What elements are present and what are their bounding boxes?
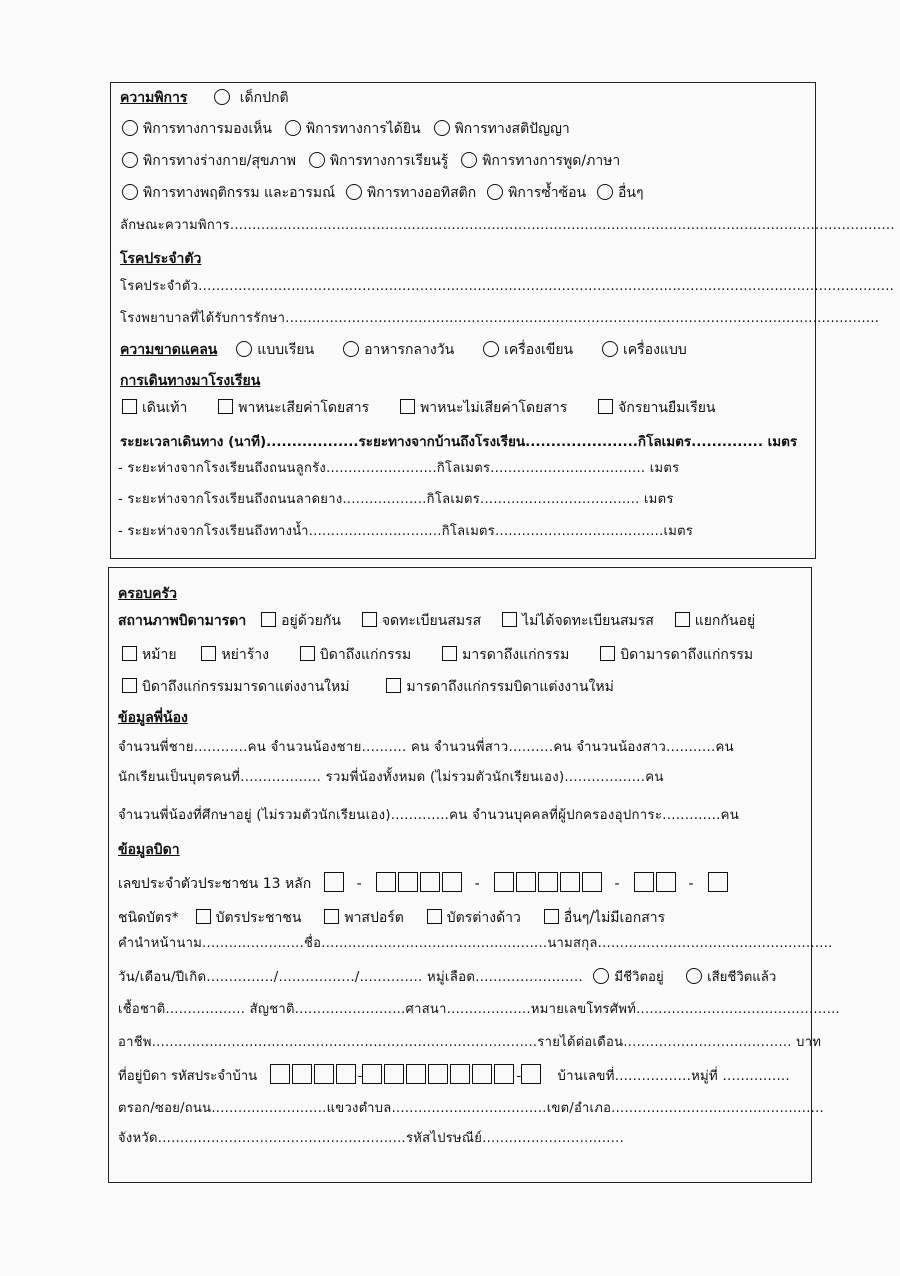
card-type-label: ชนิดบัตร* xyxy=(118,910,179,926)
checkbox-mother-deceased-father-remarried[interactable] xyxy=(386,678,401,693)
parent-status-label: สถานภาพบิดามารดา xyxy=(118,613,247,629)
option-label: พิการทางการได้ยิน xyxy=(305,121,421,137)
option-label: พิการทางการพูด/ภาษา xyxy=(482,153,621,169)
id-digit-box[interactable] xyxy=(582,872,602,892)
radio-autism[interactable] xyxy=(346,184,362,200)
siblings-heading: ข้อมูลพี่น้อง xyxy=(118,710,188,726)
id-digit-box[interactable] xyxy=(634,872,654,892)
option-label: พิการทางสติปัญญา xyxy=(454,121,570,137)
option-label: บัตรประชาชน xyxy=(215,910,302,926)
house-code-box[interactable] xyxy=(384,1064,404,1084)
id-digit-box[interactable] xyxy=(442,872,462,892)
checkbox-bicycle[interactable] xyxy=(598,399,613,414)
parent-status-row-2 xyxy=(122,645,753,665)
house-number-field[interactable]: บ้านเลขที่.................หมู่ที่ ............... xyxy=(557,1069,790,1084)
option-label: มีชีวิตอยู่ xyxy=(614,970,664,985)
family-heading: ครอบครัว xyxy=(118,586,177,602)
id-digit-box[interactable] xyxy=(516,872,536,892)
checkbox-passport[interactable] xyxy=(324,909,339,924)
id-digit-box[interactable] xyxy=(560,872,580,892)
checkbox-free-vehicle[interactable] xyxy=(400,399,415,414)
radio-intellectual[interactable] xyxy=(434,120,450,136)
option-label: พิการทางร่างกาย/สุขภาพ xyxy=(143,153,296,169)
radio-textbook[interactable] xyxy=(236,341,252,357)
checkbox-not-registered[interactable] xyxy=(502,612,517,627)
option-label: หย่าร้าง xyxy=(221,647,269,663)
father-address-row: ที่อยู่บิดา รหัสประจำบ้าน - - บ้านเลขที่.................หมู่ที่ ............... xyxy=(118,1064,790,1087)
radio-physical[interactable] xyxy=(122,152,138,168)
disability-row-2 xyxy=(122,151,620,171)
checkbox-widowed[interactable] xyxy=(122,646,137,661)
id-digit-box[interactable] xyxy=(708,872,728,892)
address-label: ที่อยู่บิดา รหัสประจำบ้าน xyxy=(118,1069,258,1084)
house-code-box[interactable] xyxy=(362,1064,382,1084)
distance-water-field[interactable]: - ระยะห่างจากโรงเรียนถึงทางน้ำ..............................กิโลเมตร......................................เมตร xyxy=(118,524,694,539)
father-job-income-field[interactable]: อาชีพ.......................................................................................รายได้ต่อเดือน...................................... บาท xyxy=(118,1035,822,1050)
house-code-box[interactable] xyxy=(472,1064,492,1084)
id-digit-box[interactable] xyxy=(420,872,440,892)
checkbox-both-deceased[interactable] xyxy=(600,646,615,661)
option-label: อาหารกลางวัน xyxy=(364,342,455,358)
parent-status-row-1 xyxy=(118,611,755,631)
option-label: พาหนะเสียค่าโดยสาร xyxy=(238,400,370,416)
distance-paved-field[interactable]: - ระยะห่างจากโรงเรียนถึงถนนลาดยาง...................กิโลเมตร.................................... เมตร xyxy=(118,492,674,507)
house-code-box[interactable] xyxy=(292,1064,312,1084)
house-code-box[interactable] xyxy=(450,1064,470,1084)
checkbox-mother-deceased[interactable] xyxy=(442,646,457,661)
travel-heading: การเดินทางมาโรงเรียน xyxy=(120,373,261,389)
id-digit-box[interactable] xyxy=(324,872,344,892)
father-birth-row xyxy=(118,968,776,988)
father-race-phone-field[interactable]: เชื้อชาติ.................. สัญชาติ.........................ศาสนา...................หมายเลขโทรศัพท์.............................................. xyxy=(118,1002,840,1017)
disability-row-0 xyxy=(120,88,289,108)
option-label: บิดามารดาถึงแก่กรรม xyxy=(620,647,754,663)
option-label: หม้าย xyxy=(142,647,177,663)
checkbox-separated[interactable] xyxy=(675,612,690,627)
option-label: อื่นๆ/ไม่มีเอกสาร xyxy=(563,910,666,926)
radio-speech[interactable] xyxy=(461,152,477,168)
disability-heading: ความพิการ xyxy=(120,90,188,106)
option-label: จดทะเบียนสมรส xyxy=(381,613,482,629)
option-label: ไม่ได้จดทะเบียนสมรส xyxy=(522,613,654,629)
radio-learning[interactable] xyxy=(309,152,325,168)
radio-lunch[interactable] xyxy=(343,341,359,357)
disease-field[interactable]: โรคประจำตัว............................................................................................................................................................. xyxy=(120,279,895,294)
option-label: เครื่องเขียน xyxy=(504,342,574,358)
shortage-row xyxy=(120,340,687,360)
option-label: มารดาถึงแก่กรรมบิดาแต่งงานใหม่ xyxy=(406,679,614,695)
id-label: เลขประจำตัวประชาชน 13 หลัก xyxy=(118,876,312,892)
option-label: พิการทางพฤติกรรม และอารมณ์ xyxy=(143,185,336,201)
radio-uniform[interactable] xyxy=(602,341,618,357)
radio-visual[interactable] xyxy=(122,120,138,136)
checkbox-registered[interactable] xyxy=(362,612,377,627)
siblings-studying-field[interactable]: จำนวนพี่น้องที่ศึกษาอยู่ (ไม่รวมตัวนักเรียนเอง).............คน จำนวนบุคคลที่ผู้ปกครองอุปการะ.............คน xyxy=(118,808,740,823)
house-code-box[interactable] xyxy=(314,1064,334,1084)
checkbox-id-card[interactable] xyxy=(196,909,211,924)
house-code-box[interactable] xyxy=(406,1064,426,1084)
father-id-row: เลขประจำตัวประชาชน 13 หลัก - - - - xyxy=(118,872,730,894)
checkbox-other-document[interactable] xyxy=(544,909,559,924)
checkbox-father-deceased-mother-remarried[interactable] xyxy=(122,678,137,693)
option-label: พาสปอร์ต xyxy=(344,910,404,926)
option-label: เดินเท้า xyxy=(142,400,188,416)
disability-row-3 xyxy=(122,183,643,203)
disease-heading: โรคประจำตัว xyxy=(120,251,202,267)
house-code-box[interactable] xyxy=(270,1064,290,1084)
option-label: บัตรต่างด้าว xyxy=(446,910,521,926)
travel-options-row xyxy=(122,398,716,418)
father-province-field[interactable]: จังหวัด........................................................รหัสไปรษณีย์................................ xyxy=(118,1131,625,1146)
birth-blood-field[interactable]: วัน/เดือน/ปีเกิด.............../................./.............. หมู่เลือด........................ xyxy=(118,970,584,985)
house-code-box[interactable] xyxy=(428,1064,448,1084)
option-label: เครื่องแบบ xyxy=(623,342,687,358)
checkbox-paid-vehicle[interactable] xyxy=(218,399,233,414)
option-label: พิการทางการมองเห็น xyxy=(143,121,272,137)
option-label: พิการทางออทิสติก xyxy=(367,185,477,201)
radio-normal[interactable] xyxy=(214,89,230,105)
checkbox-together[interactable] xyxy=(261,612,276,627)
travel-time-distance-field[interactable]: ระยะเวลาเดินทาง (นาที)..................ระยะทางจากบ้านถึงโรงเรียน......................กิโลเมตร.............. เมตร xyxy=(120,434,798,450)
option-label: บิดาถึงแก่กรรมมารดาแต่งงานใหม่ xyxy=(142,679,350,695)
checkbox-walk[interactable] xyxy=(122,399,137,414)
father-street-field[interactable]: ตรอก/ซอย/ถนน..........................แขวงตำบล...................................เขต/อำเภอ................................................ xyxy=(118,1101,824,1116)
checkbox-father-deceased[interactable] xyxy=(300,646,315,661)
id-digit-box[interactable] xyxy=(376,872,396,892)
option-label: เด็กปกติ xyxy=(239,90,289,106)
id-digit-box[interactable] xyxy=(656,872,676,892)
option-label: พาหนะไม่เสียค่าโดยสาร xyxy=(420,400,568,416)
option-label: พิการซ้ำซ้อน xyxy=(508,185,587,201)
option-label: แบบเรียน xyxy=(257,342,315,358)
id-digit-box[interactable] xyxy=(494,872,514,892)
child-order-field[interactable]: นักเรียนเป็นบุตรคนที่.................. รวมพี่น้องทั้งหมด (ไม่รวมตัวนักเรียนเอง)..................คน xyxy=(118,770,664,785)
card-type-row xyxy=(118,908,665,928)
disability-characteristics-field[interactable]: ลักษณะความพิการ...................................................................................................................................................... xyxy=(120,218,895,233)
distance-gravel-field[interactable]: - ระยะห่างจากโรงเรียนถึงถนนลูกรัง.........................กิโลเมตร................................... เมตร xyxy=(118,461,680,476)
option-label: พิการทางการเรียนรู้ xyxy=(329,153,449,169)
id-digit-box[interactable] xyxy=(538,872,558,892)
option-label: แยกกันอยู่ xyxy=(694,613,756,629)
house-code-box[interactable] xyxy=(494,1064,514,1084)
option-label: บิดาถึงแก่กรรม xyxy=(319,647,412,663)
radio-other[interactable] xyxy=(597,184,613,200)
radio-multiple[interactable] xyxy=(487,184,503,200)
radio-deceased[interactable] xyxy=(686,968,702,984)
father-heading: ข้อมูลบิดา xyxy=(118,842,180,858)
option-label: อื่นๆ xyxy=(617,185,644,201)
siblings-count-field[interactable]: จำนวนพี่ชาย............คน จำนวนน้องชาย.......... คน จำนวนพี่สาว..........คน จำนวนน้องสาว...........คน xyxy=(118,740,734,755)
id-digit-box[interactable] xyxy=(398,872,418,892)
house-code-box[interactable] xyxy=(521,1064,541,1084)
radio-stationery[interactable] xyxy=(483,341,499,357)
house-code-box[interactable] xyxy=(336,1064,356,1084)
parent-status-row-3 xyxy=(122,677,614,697)
checkbox-alien-card[interactable] xyxy=(427,909,442,924)
shortage-heading: ความขาดแคลน xyxy=(120,342,218,358)
radio-hearing[interactable] xyxy=(285,120,301,136)
radio-alive[interactable] xyxy=(593,968,609,984)
option-label: อยู่ด้วยกัน xyxy=(281,613,341,629)
disability-row-1 xyxy=(122,119,570,139)
option-label: มารดาถึงแก่กรรม xyxy=(462,647,570,663)
hospital-field[interactable]: โรงพยาบาลที่ได้รับการรักษา...................................................................................................................................... xyxy=(120,311,880,326)
father-name-field[interactable]: คำนำหน้านาม.......................ชื่อ...................................................นามสกุล..................................................... xyxy=(118,936,833,951)
checkbox-divorced[interactable] xyxy=(201,646,216,661)
option-label: จักรยานยืมเรียน xyxy=(618,400,716,416)
radio-behavior[interactable] xyxy=(122,184,138,200)
option-label: เสียชีวิตแล้ว xyxy=(707,970,777,985)
